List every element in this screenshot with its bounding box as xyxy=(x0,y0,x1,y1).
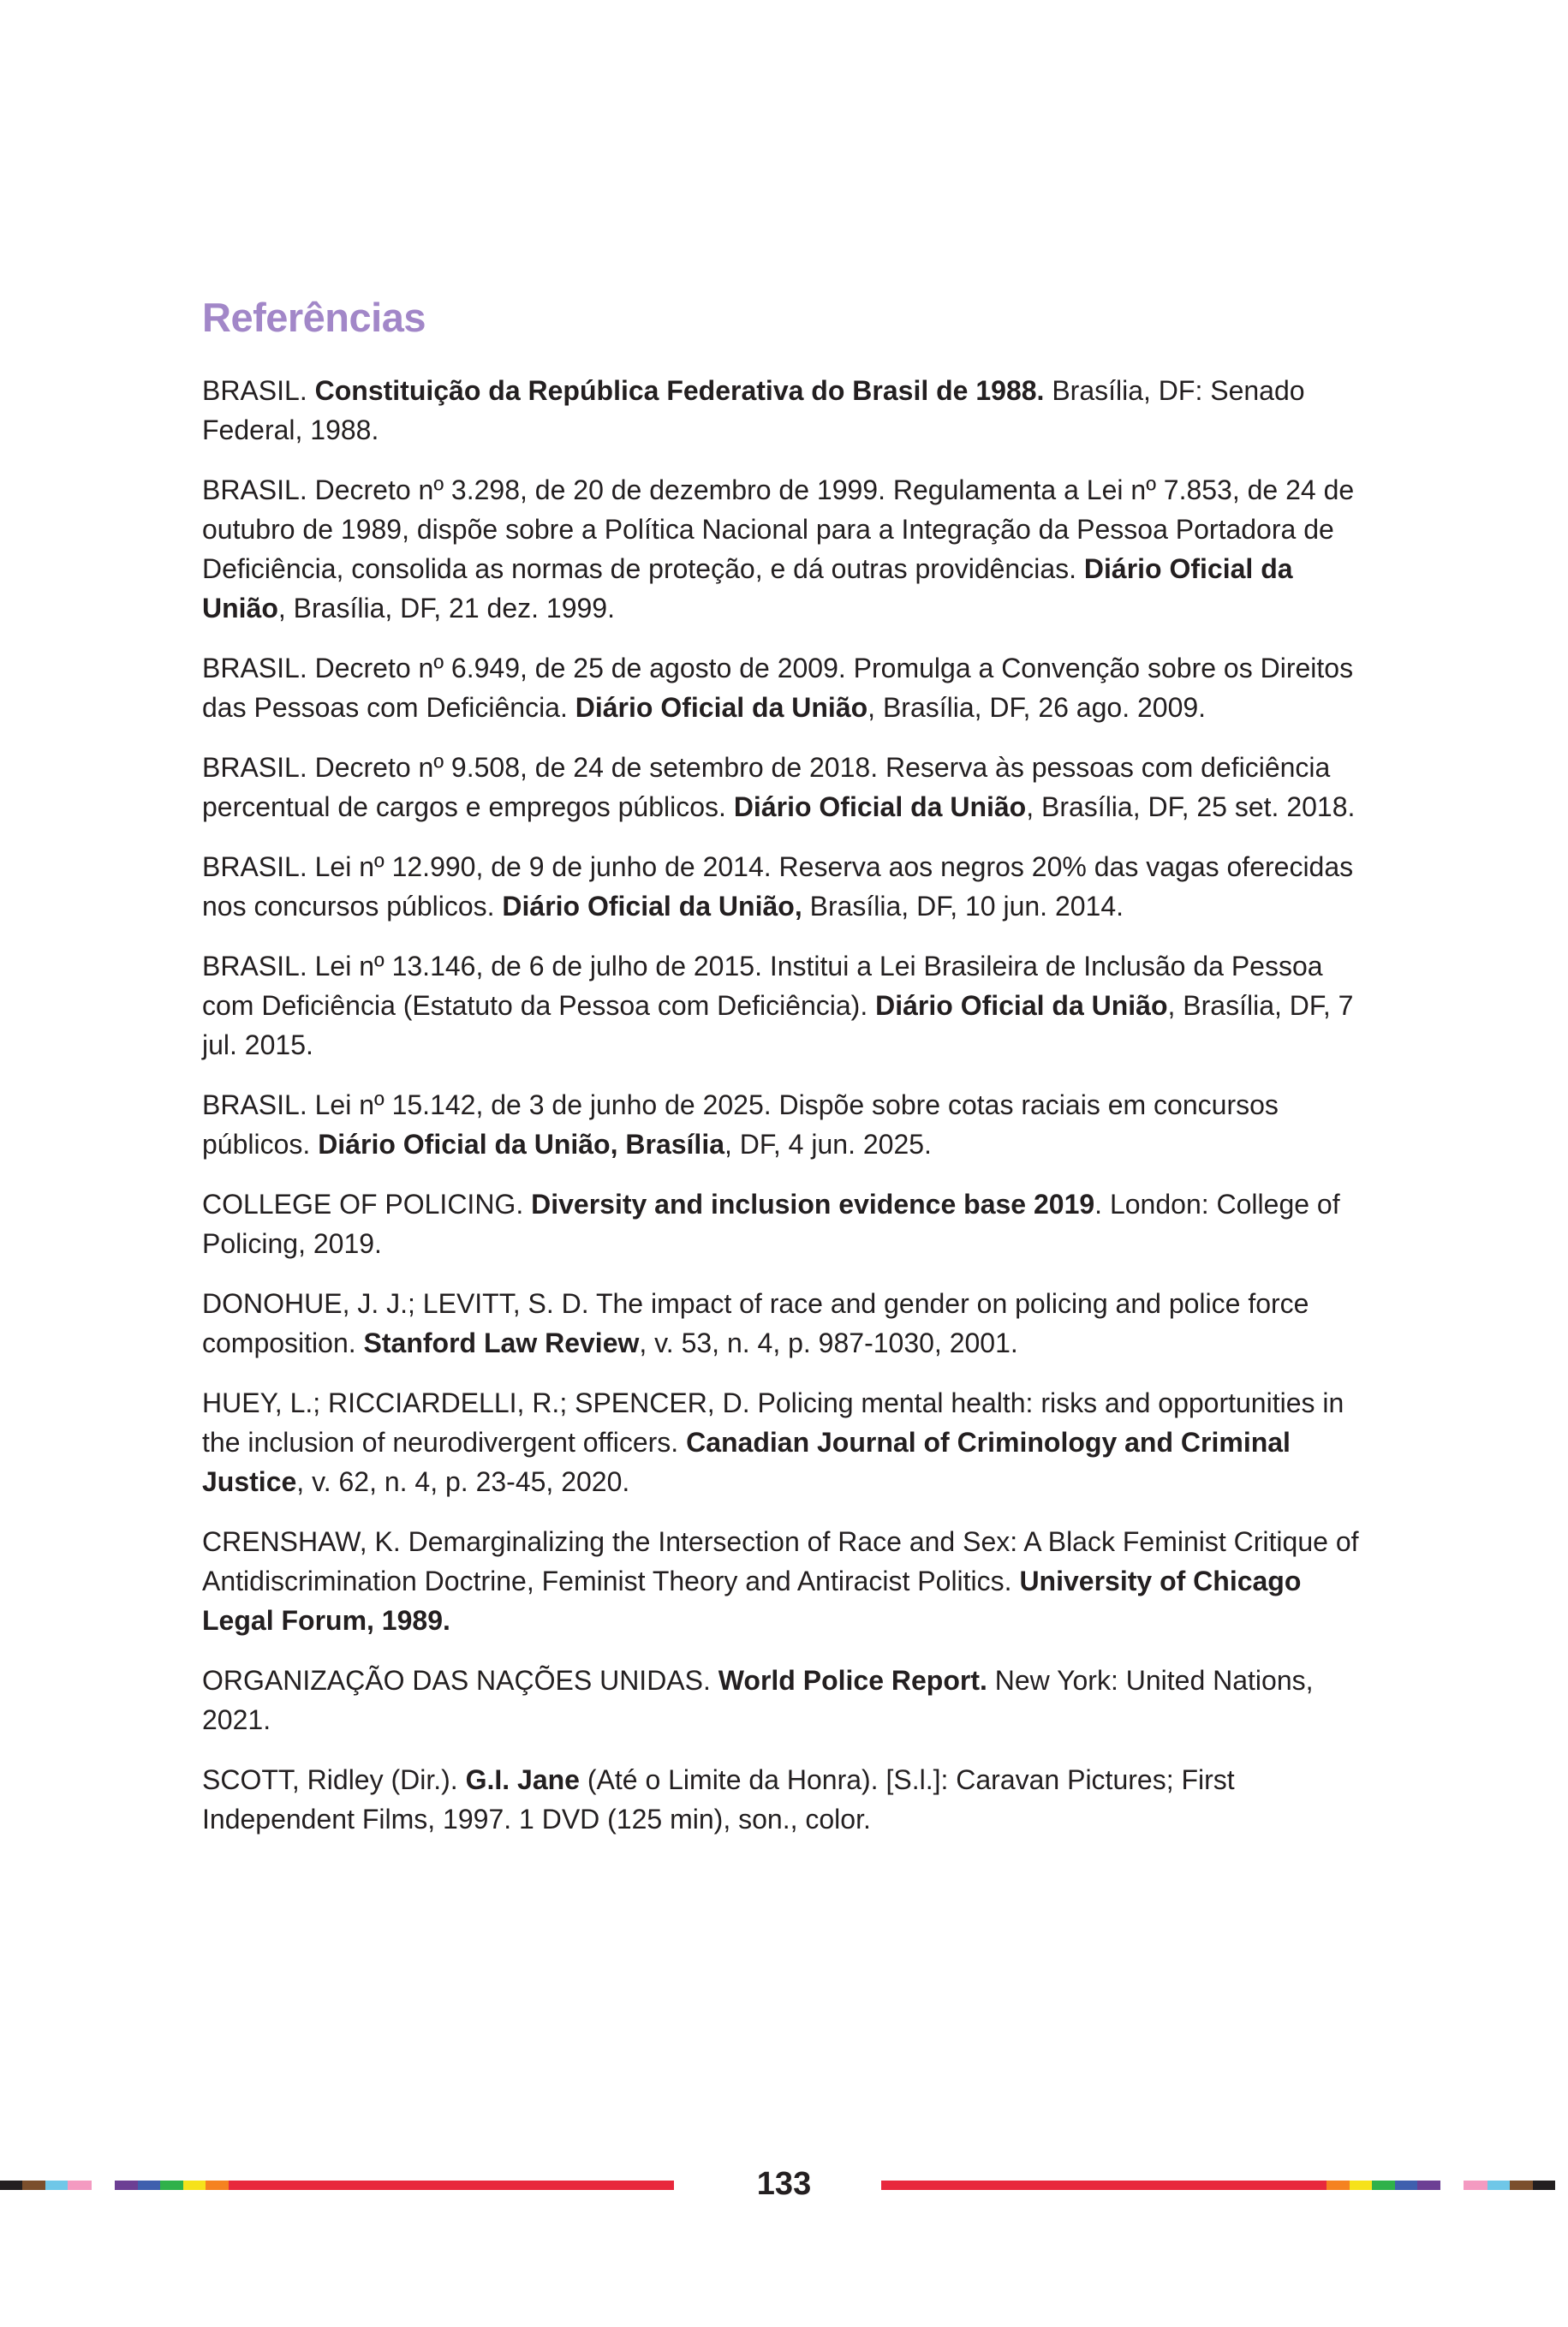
reference-title: G.I. Jane xyxy=(465,1763,580,1795)
page-footer xyxy=(0,2167,1568,2201)
reference-entry xyxy=(202,1760,1371,1839)
reference-text: , Brasília, DF, 25 set. 2018. xyxy=(1026,791,1356,822)
reference-text: HUEY, L.; RICCIARDELLI, R.; SPENCER, D. Policing mental health: risks and opportunities in the inclusion of neurodivergent officers. xyxy=(202,1387,1344,1458)
reference-text: ORGANIZAÇÃO DAS NAÇÕES UNIDAS. xyxy=(202,1664,718,1696)
reference-text: , Brasília, DF, 21 dez. 1999. xyxy=(277,592,615,624)
reference-entry xyxy=(202,1661,1371,1739)
reference-text: . London: College of Policing, 2019. xyxy=(202,1188,1340,1259)
reference-entry xyxy=(202,648,1371,727)
reference-entry xyxy=(202,946,1371,1065)
reference-title: University of Chicago Legal Forum, 1989. xyxy=(202,1565,1302,1636)
reference-entry xyxy=(202,1284,1371,1363)
references-section xyxy=(202,295,1371,1859)
reference-title: Canadian Journal of Criminology and Criminal Justice xyxy=(202,1426,1291,1497)
reference-text: BRASIL. Decreto nº 3.298, de 20 de dezembro de 1999. Regulamenta a Lei nº 7.853, de 24 de outubro de 1989, dispõe sobre a Política Nacional para a Integração da Pessoa Portadora de Deficiência, consolida as normas de proteção, e dá outras providências. xyxy=(202,474,1355,584)
reference-text: BRASIL. Decreto nº 6.949, de 25 de agosto de 2009. Promulga a Convenção sobre os Direitos das Pessoas com Deficiência. xyxy=(202,652,1354,723)
reference-text: COLLEGE OF POLICING. xyxy=(202,1188,532,1220)
reference-entry xyxy=(202,470,1371,628)
reference-title: Diário Oficial da União xyxy=(575,691,868,723)
reference-text: BRASIL. Lei nº 13.146, de 6 de julho de 2015. Institui a Lei Brasileira de Inclusão da Pessoa com Deficiência (Estatuto da Pessoa com Deficiência). xyxy=(202,950,1323,1021)
reference-text: BRASIL. Decreto nº 9.508, de 24 de setembro de 2018. Reserva às pessoas com deficiência percentual de cargos e empregos públicos. xyxy=(202,751,1331,822)
reference-title: Diário Oficial da União xyxy=(733,791,1027,822)
reference-text: , v. 62, n. 4, p. 23-45, 2020. xyxy=(296,1465,630,1497)
page-number: 133 xyxy=(756,2166,812,2202)
reference-title: Diário Oficial da União, xyxy=(502,890,802,922)
reference-text: , v. 53, n. 4, p. 987-1030, 2001. xyxy=(639,1327,1018,1358)
reference-text: , Brasília, DF, 26 ago. 2009. xyxy=(867,691,1207,723)
reference-text: SCOTT, Ridley (Dir.). xyxy=(202,1763,466,1795)
reference-entry xyxy=(202,371,1371,450)
page-title: Referências xyxy=(202,295,426,340)
reference-entry xyxy=(202,1522,1371,1640)
reference-title: World Police Report. xyxy=(718,1664,987,1696)
reference-text: , DF, 4 jun. 2025. xyxy=(724,1128,932,1160)
reference-text: Brasília, DF, 10 jun. 2014. xyxy=(802,890,1124,922)
reference-title: Diário Oficial da União xyxy=(875,989,1168,1021)
reference-entry xyxy=(202,748,1371,826)
reference-entry xyxy=(202,1383,1371,1501)
reference-text: CRENSHAW, K. Demarginalizing the Intersection of Race and Sex: A Black Feminist Critique of Antidiscrimination Doctrine, Feminist Theory and Antiracist Politics. xyxy=(202,1525,1359,1596)
reference-text: BRASIL. Lei nº 12.990, de 9 de junho de 2014. Reserva aos negros 20% das vagas oferecidas nos concursos públicos. xyxy=(202,850,1354,922)
reference-text: New York: United Nations, 2021. xyxy=(202,1664,1314,1735)
reference-title: Diversity and inclusion evidence base 2019 xyxy=(531,1188,1095,1220)
reference-text: BRASIL. xyxy=(202,374,315,406)
reference-text: Brasília, DF: Senado Federal, 1988. xyxy=(202,374,1305,445)
reference-title: Stanford Law Review xyxy=(363,1327,640,1358)
reference-text: , Brasília, DF, 7 jul. 2015. xyxy=(202,989,1354,1060)
reference-text: BRASIL. Lei nº 15.142, de 3 de junho de 2025. Dispõe sobre cotas raciais em concursos públicos. xyxy=(202,1089,1279,1160)
reference-title: Diário Oficial da União, Brasília xyxy=(318,1128,724,1160)
reference-list xyxy=(202,371,1371,1839)
reference-entry xyxy=(202,1085,1371,1164)
reference-title: Diário Oficial da União xyxy=(202,552,1293,624)
reference-title: Constituição da República Federativa do Brasil de 1988. xyxy=(314,374,1045,406)
reference-entry xyxy=(202,847,1371,926)
reference-text: (Até o Limite da Honra). [S.l.]: Caravan Pictures; First Independent Films, 1997. 1 DVD (125 min), son., color. xyxy=(202,1763,1235,1835)
reference-entry xyxy=(202,1184,1371,1263)
reference-text: DONOHUE, J. J.; LEVITT, S. D. The impact of race and gender on policing and police force composition. xyxy=(202,1287,1309,1358)
